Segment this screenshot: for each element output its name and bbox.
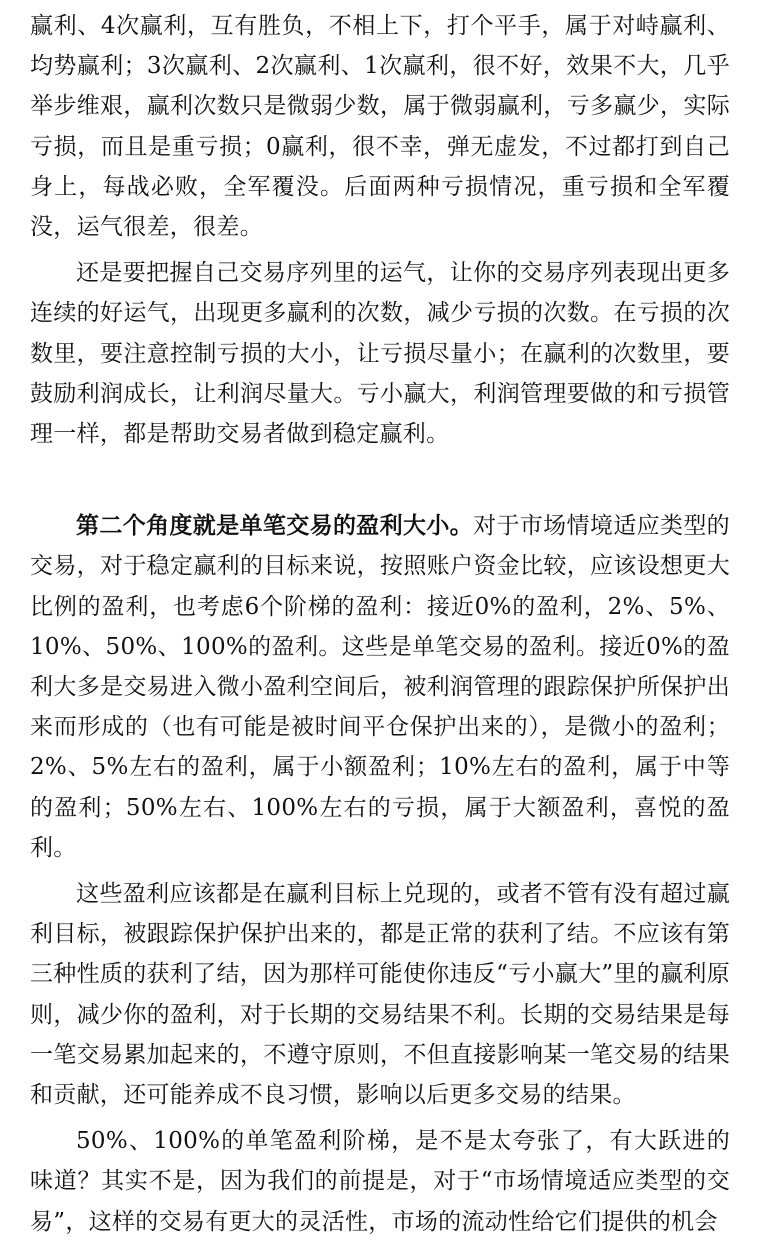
paragraph-4: [30, 874, 730, 1115]
paragraph-3-text: 对于市场情境适应类型的交易，对于稳定赢利的目标来说，按照账户资金比较，应该设想更大比例的盈利，也考虑6个阶梯的盈利：接近0%的盈利，2%、5%、10%、50%、100%的盈利。这些是单笔交易的盈利。接近0%的盈利大多是交易进入微小盈利空间后，被利润管理的跟踪保护所保护出来而形成的（也有可能是被时间平仓保护出来的），是微小的盈利；2%、5%左右的盈利，属于小额盈利；10%左右的盈利，属于中等的盈利；50%左右、100%左右的亏损，属于大额盈利，喜悦的盈利。: [30, 513, 730, 861]
paragraph-2-text: 还是要把握自己交易序列里的运气，让你的交易序列表现出更多连续的好运气，出现更多赢利的次数，减少亏损的次数。在亏损的次数里，要注意控制亏损的大小，让亏损尽量小；在赢利的次数里，要鼓励利润成长，让利润尽量大。亏小赢大，利润管理要做的和亏损管理一样，都是帮助交易者做到稳定赢利。: [30, 260, 730, 448]
paragraph-5: [30, 1121, 730, 1242]
paragraph-3: [30, 506, 730, 868]
paragraph-2: [30, 253, 730, 454]
paragraph-1: [30, 6, 730, 247]
document-page: [30, 6, 730, 1242]
paragraph-3-lead: 第二个角度就是单笔交易的盈利大小。: [76, 512, 474, 540]
paragraph-5-text: 50%、100%的单笔盈利阶梯，是不是太夸张了，有大跃进的味道？其实不是，因为我们的前提是，对于“市场情境适应类型的交易”，这样的交易有更大的灵活性，市场的流动性给它们提供的机会: [30, 1128, 730, 1235]
paragraph-1-text: 赢利、4次赢利，互有胜负，不相上下，打个平手，属于对峙赢利、均势赢利；3次赢利、2次赢利、1次赢利，很不好，效果不大，几乎举步维艰，赢利次数只是微弱少数，属于微弱赢利，亏多赢少，实际亏损，而且是重亏损；0赢利，很不幸，弹无虚发，不过都打到自己身上，每战必败，全军覆没。后面两种亏损情况，重亏损和全军覆没，运气很差，很差。: [30, 13, 730, 241]
paragraph-4-text: 这些盈利应该都是在赢利目标上兑现的，或者不管有没有超过赢利目标，被跟踪保护保护出来的，都是正常的获利了结。不应该有第三种性质的获利了结，因为那样可能使你违反“亏小赢大”里的赢利原则，减少你的盈利，对于长期的交易结果不利。长期的交易结果是每一笔交易累加起来的，不遵守原则，不但直接影响某一笔交易的结果和贡献，还可能养成不良习惯，影响以后更多交易的结果。: [30, 881, 730, 1109]
